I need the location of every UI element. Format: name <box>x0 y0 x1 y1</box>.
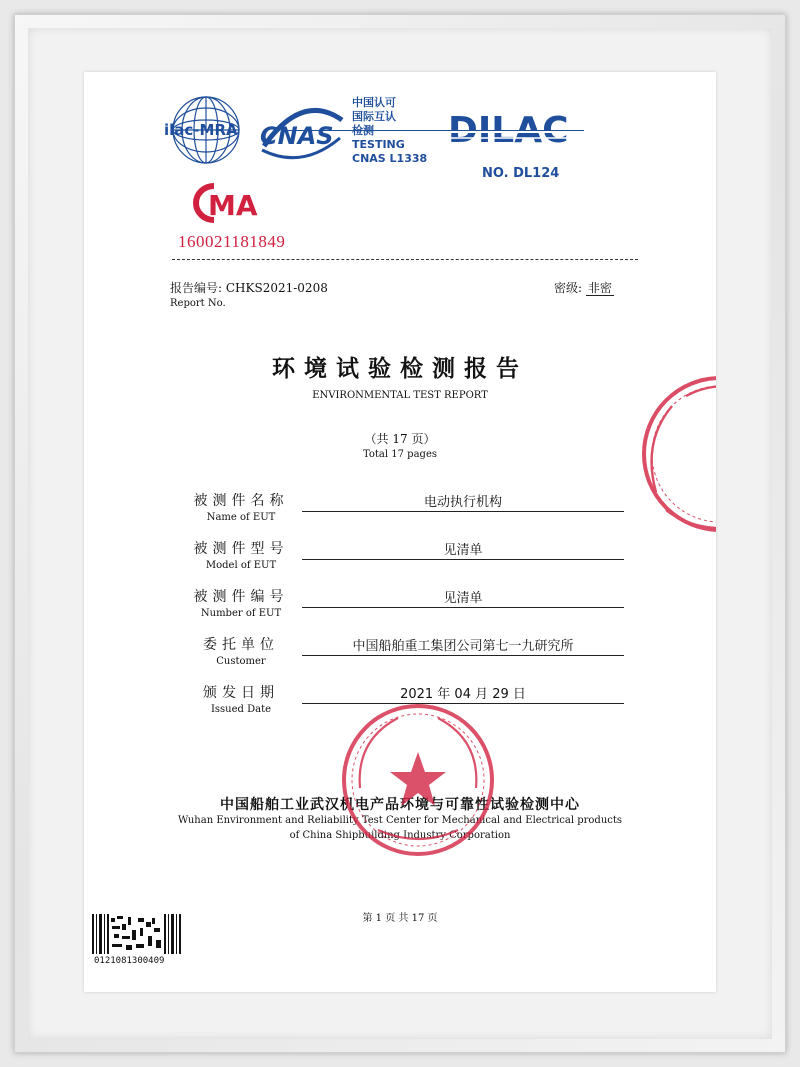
organization-name: 中国船舶工业武汉机电产品环境与可靠性试验检测中心 <box>220 797 580 813</box>
report-title-en: ENVIRONMENTAL TEST REPORT <box>312 390 488 401</box>
report-number-label-en: Report No. <box>170 298 226 309</box>
field-eut-model <box>176 538 306 571</box>
cnas-line: 国际互认 <box>352 110 396 123</box>
total-pages-en: Total 17 pages <box>363 449 437 460</box>
official-seal-icon <box>338 700 498 860</box>
cma-logo-icon <box>184 182 270 224</box>
field-label: 委托单位 <box>203 637 279 653</box>
cnas-logo-icon <box>254 102 350 160</box>
field-label-en: Issued Date <box>210 704 272 715</box>
report-cover-page <box>84 72 716 992</box>
secrecy-label: 密级: <box>554 281 583 295</box>
cnas-line: CNAS L1338 <box>352 152 428 165</box>
cnas-logo-text: CNAS <box>260 122 334 150</box>
field-issued-date <box>176 682 306 715</box>
field-value: 见清单 <box>302 539 624 560</box>
field-eut-number <box>176 586 306 619</box>
organization-name-en-line1: Wuhan Environment and Reliability Test Center for Mechanical and Electrical products <box>177 815 623 826</box>
report-number: CHKS2021-0208 <box>225 281 328 295</box>
field-label: 被测件名称 <box>193 493 289 509</box>
cma-number: 160021181849 <box>178 232 286 251</box>
report-number-label: 报告编号: <box>170 281 223 295</box>
total-pages-cn: （共 17 页） <box>364 432 436 446</box>
dilac-number: NO. DL124 <box>482 166 560 181</box>
page-indicator: 第 1 页 共 17 页 <box>362 913 438 924</box>
organization-name-en-line2: of China Shipbuilding Industry Corporation <box>289 830 511 841</box>
logo-rule <box>284 130 584 131</box>
field-label-en: Customer <box>216 656 266 667</box>
field-label: 被测件编号 <box>193 589 289 605</box>
dilac-logo-text: DILAC <box>448 110 569 151</box>
field-value: 见清单 <box>302 587 624 608</box>
field-label-en: Model of EUT <box>205 560 277 571</box>
field-value: 中国船舶重工集团公司第七一九研究所 <box>302 635 624 656</box>
cnas-line: 中国认可 <box>352 96 396 109</box>
barcode-icon <box>92 914 184 954</box>
secrecy-value: 非密 <box>587 281 612 295</box>
field-customer <box>176 634 306 667</box>
field-value: 2021 年 04 月 29 日 <box>302 683 624 704</box>
report-number-row <box>170 279 328 296</box>
cnas-line: TESTING <box>352 138 405 151</box>
field-label-en: Name of EUT <box>206 512 276 523</box>
barcode-number: 0121081300409 <box>94 956 165 966</box>
field-label-en: Number of EUT <box>200 608 282 619</box>
field-label: 被测件型号 <box>193 541 289 557</box>
cnas-text-block <box>352 96 427 166</box>
ilac-mra-logo-icon <box>162 94 250 166</box>
header-divider <box>172 259 638 260</box>
field-eut-name <box>176 490 306 523</box>
report-title: 环境试验检测报告 <box>272 356 528 382</box>
dilac-logo-icon <box>444 102 594 152</box>
partial-seal-icon <box>632 372 716 542</box>
secrecy-row <box>554 279 614 296</box>
field-value: 电动执行机构 <box>302 491 624 512</box>
ilac-mra-text: ilac-MRA <box>164 121 238 139</box>
field-label: 颁发日期 <box>203 685 279 701</box>
cnas-line: 检测 <box>352 124 374 137</box>
cma-logo-text: MA <box>208 189 258 222</box>
